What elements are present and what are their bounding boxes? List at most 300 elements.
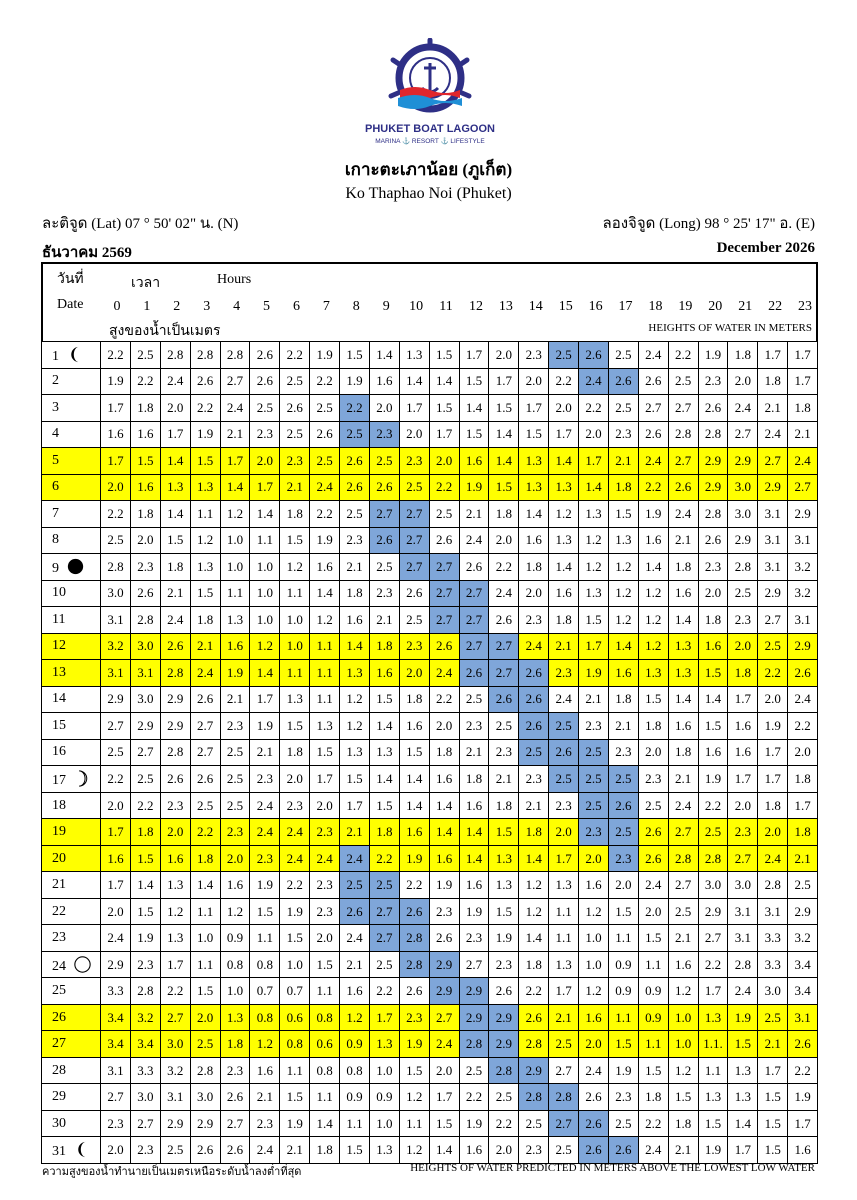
- hour-label: 6: [292, 299, 300, 314]
- height-cell: 2.1: [250, 739, 280, 766]
- height-cell: 1.8: [130, 395, 160, 422]
- height-cell: 1.2: [519, 898, 549, 925]
- height-cell: 2.6: [190, 1137, 220, 1164]
- height-cell: 1.8: [369, 633, 399, 660]
- height-cell: 2.7: [549, 1110, 579, 1137]
- page-title-thai: เกาะตะเภาน้อย (ภูเก็ต): [344, 160, 513, 179]
- height-cell: 3.0: [130, 1084, 160, 1111]
- height-cell: 2.3: [399, 1004, 429, 1031]
- height-cell: 2.8: [130, 978, 160, 1005]
- height-cell: 2.3: [101, 1110, 131, 1137]
- height-cell: 2.3: [160, 792, 190, 819]
- height-cell: 1.5: [698, 1110, 728, 1137]
- height-cell: 3.1: [788, 527, 818, 554]
- height-cell: 2.9: [160, 686, 190, 713]
- height-cell: 1.8: [369, 819, 399, 846]
- height-cell: 1.2: [668, 1057, 698, 1084]
- height-cell: 2.3: [608, 739, 638, 766]
- date-number: 18: [52, 797, 66, 813]
- height-cell: 1.5: [429, 342, 459, 369]
- height-cell: 2.0: [369, 395, 399, 422]
- height-cell: 2.6: [519, 713, 549, 740]
- height-cell: 2.8: [489, 1057, 519, 1084]
- height-cell: 1.8: [758, 368, 788, 395]
- height-cell: 3.1: [758, 501, 788, 528]
- height-cell: 1.3: [220, 607, 250, 634]
- height-cell: 3.1: [101, 1057, 131, 1084]
- height-cell: 1.1: [638, 1031, 668, 1058]
- height-cell: 2.9: [160, 713, 190, 740]
- height-cell: 1.3: [340, 739, 370, 766]
- height-cell: 3.4: [101, 1031, 131, 1058]
- height-cell: 2.2: [190, 395, 220, 422]
- height-cell: 1.6: [608, 660, 638, 687]
- height-cell: 1.5: [429, 395, 459, 422]
- height-cell: 2.9: [788, 633, 818, 660]
- height-cell: 2.4: [638, 1137, 668, 1164]
- table-row: [42, 1084, 818, 1111]
- height-cell: 1.6: [399, 713, 429, 740]
- height-cell: 2.0: [579, 421, 609, 448]
- height-cell: 2.7: [459, 607, 489, 634]
- height-cell: 3.3: [758, 925, 788, 952]
- height-cell: 1.4: [698, 686, 728, 713]
- height-cell: 1.0: [579, 951, 609, 978]
- height-cell: 1.3: [489, 872, 519, 899]
- height-cell: 0.9: [340, 1084, 370, 1111]
- height-cell: 2.5: [489, 1084, 519, 1111]
- height-cell: 3.0: [190, 1084, 220, 1111]
- table-row: [42, 739, 818, 766]
- height-cell: 1.6: [668, 580, 698, 607]
- height-cell: 1.1: [638, 951, 668, 978]
- hour-label: 1: [143, 299, 151, 314]
- hour-label: 10: [409, 299, 424, 314]
- height-cell: 1.7: [728, 686, 758, 713]
- height-cell: 3.4: [788, 978, 818, 1005]
- height-cell: 2.6: [399, 978, 429, 1005]
- height-cell: 2.0: [280, 766, 310, 793]
- height-cell: 3.0: [758, 978, 788, 1005]
- longitude-label: ลองจิจูด (Long) 98 ° 25' 17" อ. (E): [602, 216, 815, 232]
- height-cell: 1.4: [489, 421, 519, 448]
- height-cell: 2.3: [280, 792, 310, 819]
- height-cell: 1.9: [310, 342, 340, 369]
- height-cell: 2.7: [399, 554, 429, 581]
- height-cell: 1.5: [758, 1137, 788, 1164]
- header-date-thai: วันที่: [57, 272, 84, 287]
- height-cell: 2.6: [608, 792, 638, 819]
- height-cell: 2.6: [489, 607, 519, 634]
- height-cell: 1.1: [399, 1110, 429, 1137]
- height-cell: 1.3: [519, 448, 549, 475]
- height-cell: 2.0: [399, 660, 429, 687]
- height-cell: 1.2: [668, 978, 698, 1005]
- height-cell: 2.3: [369, 421, 399, 448]
- height-cell: 2.5: [698, 819, 728, 846]
- height-cell: 1.5: [698, 660, 728, 687]
- height-cell: 2.3: [340, 527, 370, 554]
- date-number: 28: [52, 1062, 66, 1078]
- height-cell: 1.5: [608, 501, 638, 528]
- height-cell: 1.5: [310, 951, 340, 978]
- height-cell: 2.3: [250, 421, 280, 448]
- date-cell: [42, 766, 101, 793]
- height-cell: 2.5: [668, 898, 698, 925]
- height-cell: 1.5: [160, 527, 190, 554]
- height-cell: 2.4: [579, 368, 609, 395]
- hour-label: 13: [498, 299, 513, 314]
- header-time-thai: เวลา: [131, 276, 161, 291]
- height-cell: 3.1: [728, 925, 758, 952]
- height-cell: 1.8: [160, 554, 190, 581]
- height-cell: 1.5: [638, 1057, 668, 1084]
- height-cell: 2.2: [788, 1057, 818, 1084]
- height-cell: 2.5: [608, 1110, 638, 1137]
- height-cell: 1.6: [130, 421, 160, 448]
- height-cell: 2.2: [340, 395, 370, 422]
- height-cell: 2.1: [220, 686, 250, 713]
- date-number: 4: [52, 426, 59, 442]
- date-number: 14: [52, 691, 66, 707]
- height-cell: 2.7: [758, 448, 788, 475]
- height-cell: 1.5: [190, 580, 220, 607]
- height-cell: 2.1: [788, 845, 818, 872]
- height-cell: 2.9: [101, 951, 131, 978]
- height-cell: 2.0: [101, 474, 131, 501]
- height-cell: 2.8: [101, 554, 131, 581]
- height-cell: 2.5: [340, 501, 370, 528]
- height-cell: 1.5: [369, 686, 399, 713]
- height-cell: 1.9: [220, 660, 250, 687]
- height-cell: 1.7: [758, 342, 788, 369]
- height-cell: 1.4: [369, 342, 399, 369]
- height-cell: 2.2: [788, 713, 818, 740]
- height-cell: 1.2: [340, 1004, 370, 1031]
- date-number: 23: [52, 930, 66, 946]
- height-cell: 1.2: [190, 527, 220, 554]
- date-cell: [42, 1137, 101, 1164]
- height-cell: 3.1: [758, 527, 788, 554]
- height-cell: 2.0: [429, 713, 459, 740]
- height-cell: 0.9: [638, 978, 668, 1005]
- height-cell: 1.0: [369, 1057, 399, 1084]
- height-cell: 2.1: [608, 713, 638, 740]
- height-cell: 1.4: [399, 766, 429, 793]
- height-cell: 2.4: [160, 368, 190, 395]
- height-cell: 1.8: [310, 1137, 340, 1164]
- height-cell: 3.2: [788, 580, 818, 607]
- date-number: 26: [52, 1009, 66, 1025]
- height-cell: 2.5: [549, 766, 579, 793]
- height-cell: 1.3: [160, 925, 190, 952]
- height-cell: 2.6: [608, 1137, 638, 1164]
- height-cell: 1.3: [698, 1004, 728, 1031]
- height-cell: 1.7: [579, 633, 609, 660]
- new-moon-icon: [67, 558, 84, 575]
- height-cell: 1.3: [280, 686, 310, 713]
- height-cell: 2.7: [220, 1110, 250, 1137]
- full-moon-icon: [74, 956, 91, 973]
- height-cell: 2.3: [608, 845, 638, 872]
- month-thai: ธันวาคม 2569: [42, 245, 132, 261]
- height-cell: 1.3: [489, 845, 519, 872]
- height-cell: 1.4: [668, 607, 698, 634]
- height-cell: 1.3: [220, 1004, 250, 1031]
- height-cell: 1.0: [280, 607, 310, 634]
- height-cell: 1.4: [638, 554, 668, 581]
- height-cell: 2.4: [728, 978, 758, 1005]
- height-cell: 1.7: [788, 1110, 818, 1137]
- date-cell: [42, 368, 101, 395]
- height-cell: 1.6: [549, 580, 579, 607]
- height-cell: 1.7: [698, 978, 728, 1005]
- table-row: [42, 580, 818, 607]
- height-cell: 2.1: [519, 792, 549, 819]
- height-cell: 1.5: [758, 1110, 788, 1137]
- height-cell: 1.3: [160, 474, 190, 501]
- height-cell: 2.5: [399, 474, 429, 501]
- height-cell: 2.3: [310, 819, 340, 846]
- height-cell: 2.6: [459, 554, 489, 581]
- table-row: [42, 474, 818, 501]
- height-cell: 2.6: [429, 633, 459, 660]
- height-cell: 3.1: [101, 607, 131, 634]
- height-cell: 0.8: [340, 1057, 370, 1084]
- height-cell: 2.6: [579, 342, 609, 369]
- height-cell: 1.3: [519, 474, 549, 501]
- height-cell: 1.9: [698, 1137, 728, 1164]
- height-cell: 1.9: [728, 1004, 758, 1031]
- height-cell: 1.9: [429, 872, 459, 899]
- height-cell: 1.6: [459, 792, 489, 819]
- height-cell: 2.1: [668, 925, 698, 952]
- height-cell: 1.2: [608, 580, 638, 607]
- height-cell: 2.2: [698, 951, 728, 978]
- height-cell: 1.8: [698, 607, 728, 634]
- date-number: 8: [52, 532, 59, 548]
- height-cell: 1.1: [310, 686, 340, 713]
- height-cell: 2.4: [101, 925, 131, 952]
- height-cell: 2.5: [758, 633, 788, 660]
- height-cell: 1.2: [608, 607, 638, 634]
- height-cell: 2.6: [399, 898, 429, 925]
- height-cell: 2.6: [190, 368, 220, 395]
- hour-label: 21: [738, 299, 753, 314]
- height-cell: 1.4: [369, 766, 399, 793]
- height-cell: 1.6: [519, 527, 549, 554]
- height-cell: 1.1: [190, 898, 220, 925]
- hour-label: 18: [648, 299, 663, 314]
- height-cell: 1.7: [549, 978, 579, 1005]
- height-cell: 1.4: [369, 713, 399, 740]
- height-cell: 3.2: [788, 925, 818, 952]
- hour-label: 14: [528, 299, 543, 314]
- height-cell: 2.7: [788, 474, 818, 501]
- height-cell: 1.4: [728, 1110, 758, 1137]
- table-row: [42, 395, 818, 422]
- height-cell: 2.4: [250, 819, 280, 846]
- hour-label: 19: [678, 299, 693, 314]
- height-cell: 2.5: [608, 395, 638, 422]
- height-cell: 2.1: [190, 633, 220, 660]
- height-cell: 1.7: [549, 845, 579, 872]
- height-cell: 2.1: [758, 395, 788, 422]
- height-cell: 1.2: [160, 898, 190, 925]
- height-cell: 2.8: [698, 501, 728, 528]
- header-height-english: HEIGHTS OF WATER IN METERS: [648, 322, 812, 334]
- hour-label: 22: [768, 299, 783, 314]
- height-cell: 1.8: [130, 501, 160, 528]
- height-cell: 1.2: [608, 554, 638, 581]
- height-cell: 1.3: [608, 527, 638, 554]
- height-cell: 2.6: [369, 527, 399, 554]
- height-cell: 2.4: [250, 1137, 280, 1164]
- height-cell: 2.2: [369, 845, 399, 872]
- height-cell: 1.2: [638, 607, 668, 634]
- height-cell: 3.1: [101, 660, 131, 687]
- height-cell: 2.2: [489, 554, 519, 581]
- height-cell: 2.8: [668, 421, 698, 448]
- height-cell: 1.6: [579, 872, 609, 899]
- height-cell: 2.4: [220, 395, 250, 422]
- height-cell: 2.4: [340, 925, 370, 952]
- latitude-label: ละติจูด (Lat) 07 ° 50' 02" น. (N): [42, 216, 239, 232]
- height-cell: 2.0: [489, 342, 519, 369]
- date-number: 20: [52, 850, 66, 866]
- height-cell: 1.2: [549, 501, 579, 528]
- height-cell: 2.5: [788, 872, 818, 899]
- height-cell: 1.4: [340, 633, 370, 660]
- height-cell: 2.7: [429, 1004, 459, 1031]
- height-cell: 1.6: [459, 448, 489, 475]
- height-cell: 2.0: [728, 792, 758, 819]
- height-cell: 1.0: [369, 1110, 399, 1137]
- height-cell: 1.6: [668, 713, 698, 740]
- height-cell: 1.9: [459, 898, 489, 925]
- date-number: 24: [52, 958, 66, 974]
- height-cell: 1.2: [579, 978, 609, 1005]
- height-cell: 2.3: [638, 766, 668, 793]
- height-cell: 1.9: [579, 660, 609, 687]
- height-cell: 2.5: [549, 1031, 579, 1058]
- height-cell: 2.7: [369, 898, 399, 925]
- height-cell: 1.4: [130, 872, 160, 899]
- date-number: 9: [52, 560, 59, 576]
- height-cell: 2.7: [369, 925, 399, 952]
- height-cell: 2.9: [698, 474, 728, 501]
- height-cell: 2.7: [668, 448, 698, 475]
- height-cell: 1.5: [638, 686, 668, 713]
- height-cell: 2.3: [369, 580, 399, 607]
- height-cell: 1.2: [399, 1137, 429, 1164]
- height-cell: 2.6: [788, 1031, 818, 1058]
- date-number: 7: [52, 505, 59, 521]
- height-cell: 2.5: [549, 342, 579, 369]
- height-cell: 2.6: [519, 1004, 549, 1031]
- height-cell: 2.3: [549, 792, 579, 819]
- table-row: [42, 872, 818, 899]
- height-cell: 1.2: [579, 554, 609, 581]
- date-number: 19: [52, 824, 66, 840]
- height-cell: 2.1: [459, 501, 489, 528]
- height-cell: 2.6: [638, 819, 668, 846]
- height-cell: 1.7: [250, 474, 280, 501]
- height-cell: 3.4: [101, 1004, 131, 1031]
- height-cell: 2.4: [429, 1031, 459, 1058]
- height-cell: 3.0: [160, 1031, 190, 1058]
- height-cell: 1.3: [369, 1137, 399, 1164]
- height-cell: 1.5: [280, 925, 310, 952]
- height-cell: 1.6: [369, 368, 399, 395]
- height-cell: 2.3: [130, 554, 160, 581]
- height-cell: 2.3: [519, 607, 549, 634]
- height-cell: 2.1: [668, 1137, 698, 1164]
- height-cell: 1.1: [549, 898, 579, 925]
- height-cell: 2.4: [758, 421, 788, 448]
- date-cell: [42, 660, 101, 687]
- height-cell: 2.8: [698, 421, 728, 448]
- height-cell: 1.3: [638, 660, 668, 687]
- height-cell: 2.3: [579, 713, 609, 740]
- height-cell: 2.7: [429, 607, 459, 634]
- height-cell: 2.0: [579, 845, 609, 872]
- height-cell: 2.5: [340, 872, 370, 899]
- height-cell: 2.6: [519, 686, 549, 713]
- height-cell: 1.6: [340, 607, 370, 634]
- height-cell: 1.7: [369, 1004, 399, 1031]
- height-cell: 2.4: [160, 607, 190, 634]
- height-cell: 2.5: [101, 739, 131, 766]
- height-cell: 2.9: [788, 501, 818, 528]
- height-cell: 2.9: [489, 1031, 519, 1058]
- height-cell: 2.1: [668, 766, 698, 793]
- height-cell: 1.1.: [698, 1031, 728, 1058]
- height-cell: 1.9: [310, 527, 340, 554]
- height-cell: 1.2: [638, 580, 668, 607]
- height-cell: 1.9: [459, 1110, 489, 1137]
- height-cell: 1.8: [608, 686, 638, 713]
- height-cell: 1.2: [220, 501, 250, 528]
- last-quarter-moon-icon: [67, 346, 84, 363]
- height-cell: 1.5: [369, 792, 399, 819]
- height-cell: 2.9: [190, 1110, 220, 1137]
- date-number: 5: [52, 452, 59, 468]
- height-cell: 1.6: [788, 1137, 818, 1164]
- date-number: 13: [52, 664, 66, 680]
- last-quarter-moon-icon: [74, 1141, 91, 1158]
- date-cell: [42, 1110, 101, 1137]
- height-cell: 1.8: [519, 554, 549, 581]
- height-cell: 1.9: [489, 925, 519, 952]
- height-cell: 1.1: [310, 1084, 340, 1111]
- height-cell: 1.3: [579, 580, 609, 607]
- phuket-boat-lagoon-logo: [360, 38, 500, 150]
- date-cell: [42, 395, 101, 422]
- hour-label: 15: [558, 299, 573, 314]
- height-cell: 1.0: [579, 925, 609, 952]
- height-cell: 2.6: [220, 1137, 250, 1164]
- height-cell: 1.4: [160, 501, 190, 528]
- height-cell: 2.6: [698, 527, 728, 554]
- height-cell: 2.9: [519, 1057, 549, 1084]
- height-cell: 1.6: [220, 872, 250, 899]
- height-cell: 2.8: [758, 872, 788, 899]
- height-cell: 1.2: [340, 686, 370, 713]
- height-cell: 1.7: [459, 342, 489, 369]
- height-cell: 1.6: [220, 633, 250, 660]
- height-cell: 2.2: [160, 978, 190, 1005]
